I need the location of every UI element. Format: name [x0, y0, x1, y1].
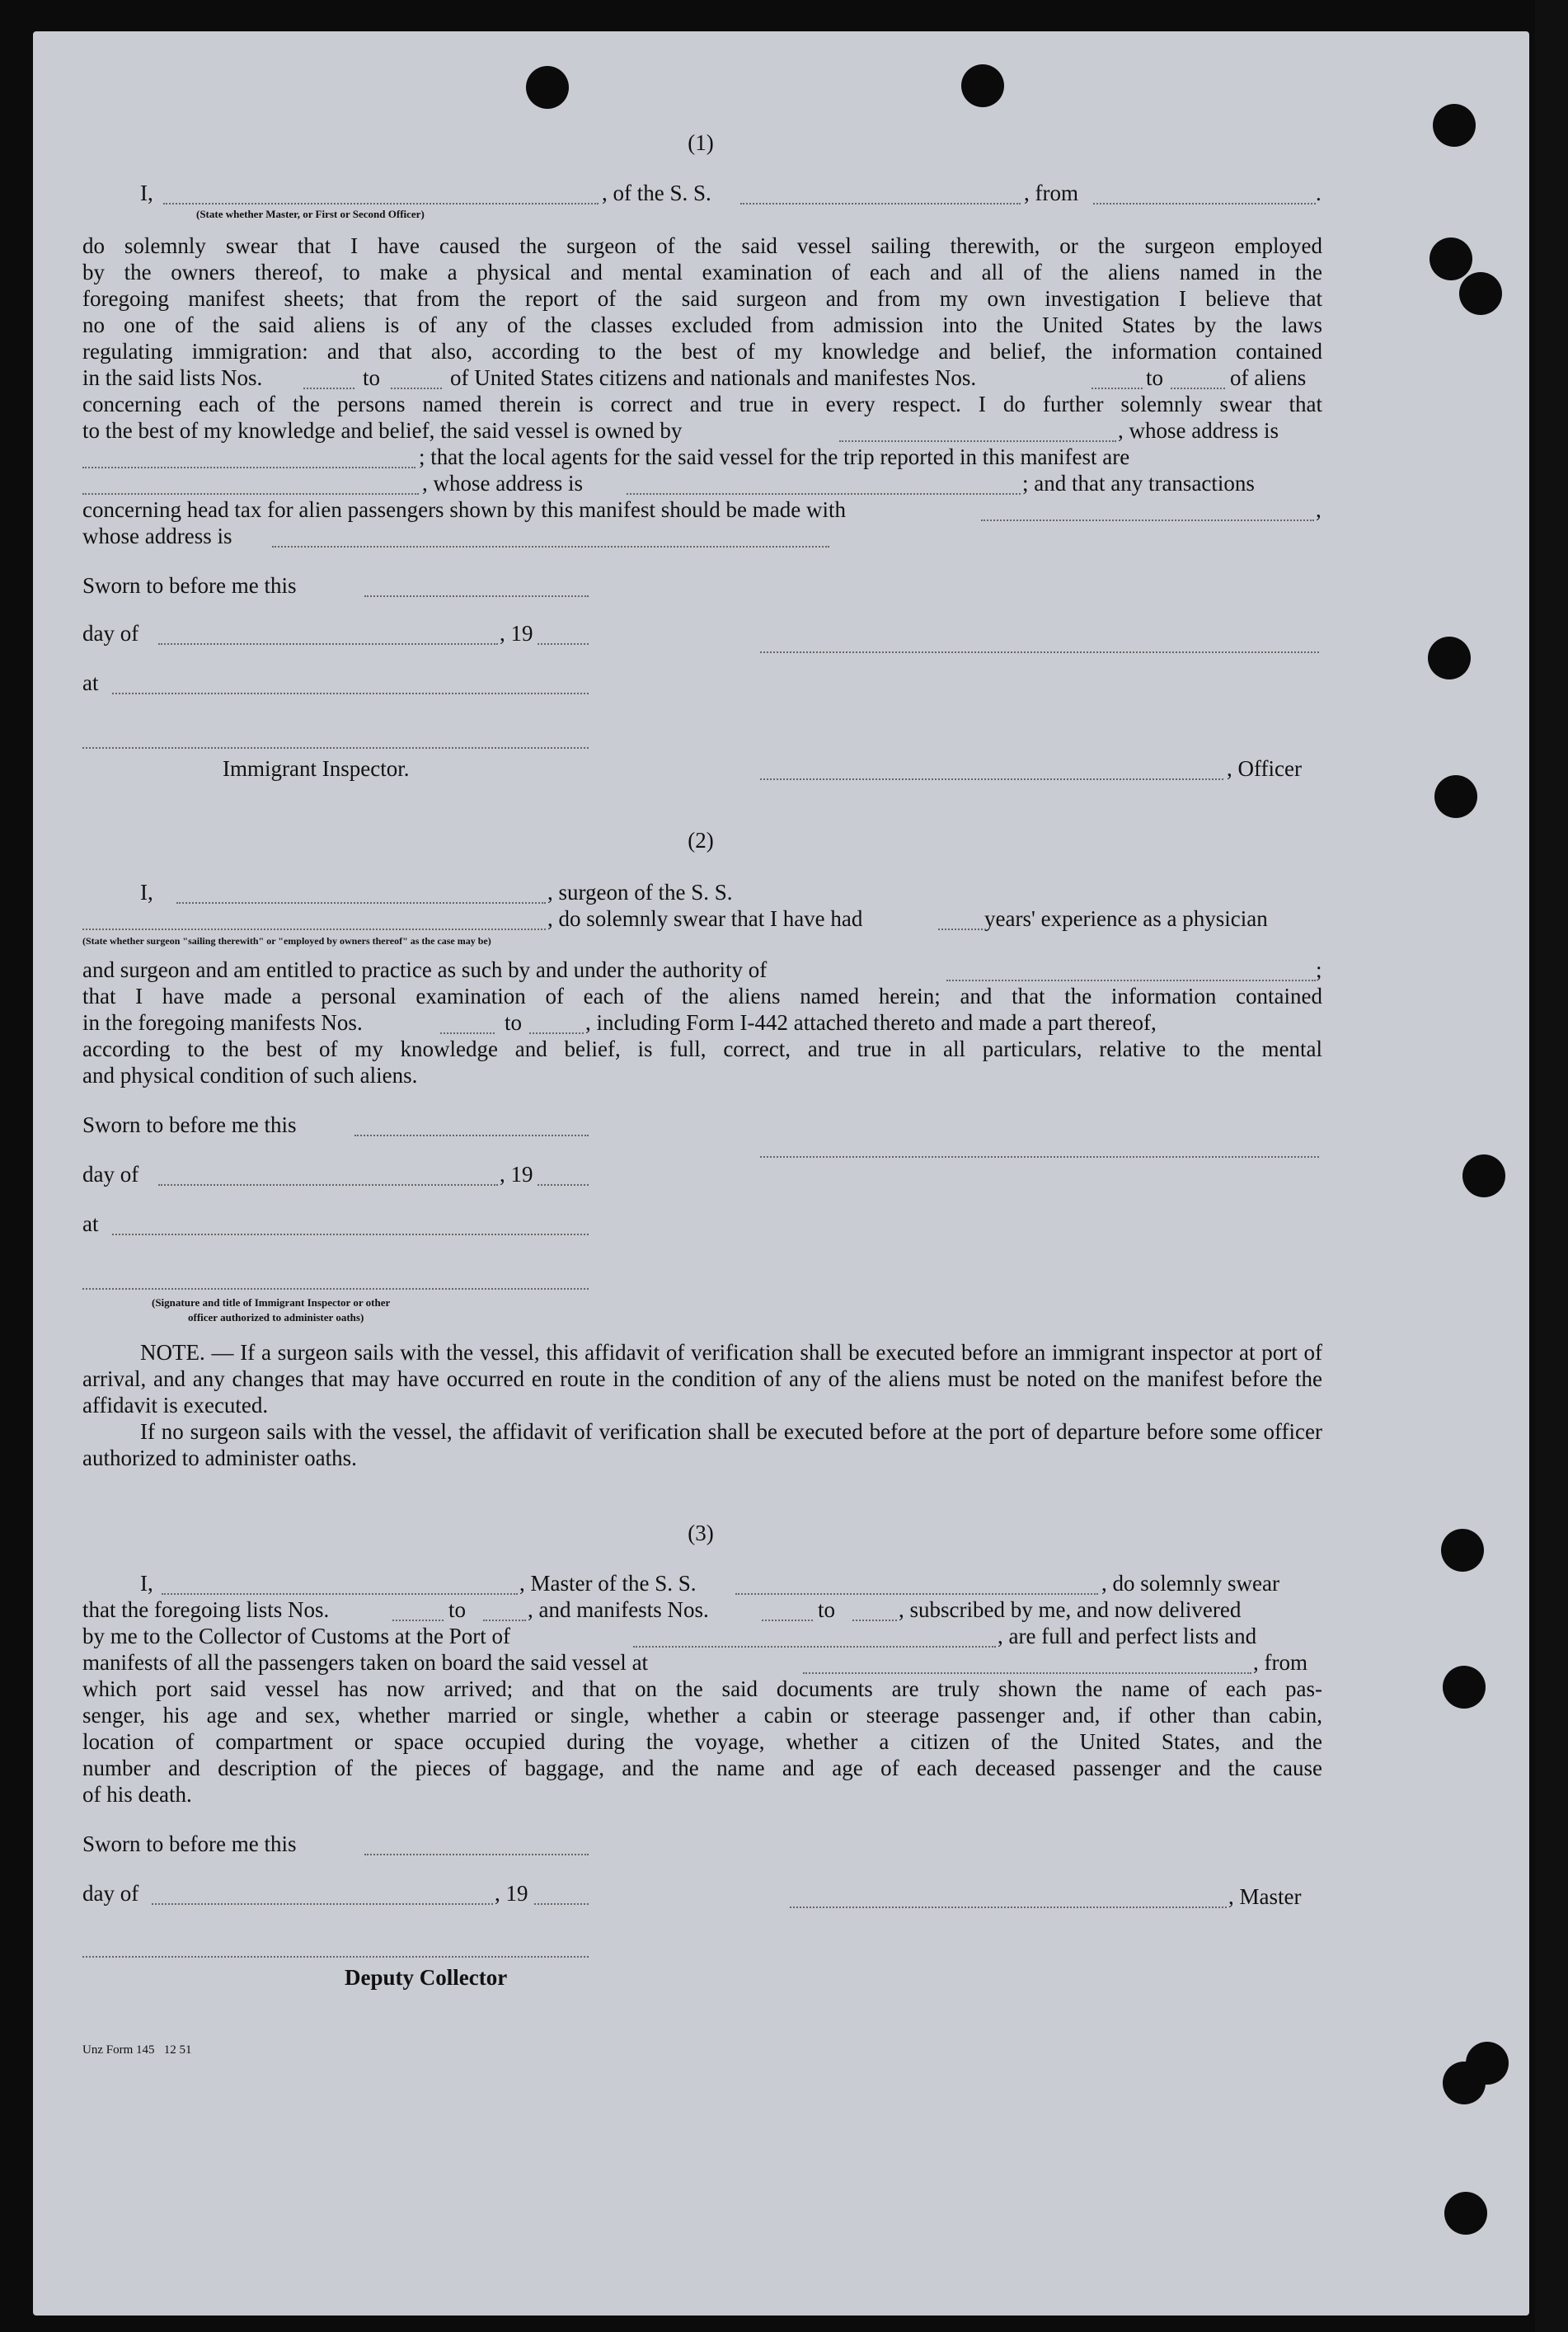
section-3-number: (3): [688, 1521, 714, 1545]
s1-manifests-from-field[interactable]: [1091, 388, 1143, 389]
s1-lists-to-field[interactable]: [391, 388, 442, 389]
s3-master-of-ss: , Master of the S. S.: [519, 1571, 697, 1596]
section-1-number: (1): [688, 130, 714, 155]
s1-transactions: ; and that any transactions: [1022, 471, 1255, 496]
s2-to: to: [505, 1010, 523, 1035]
s1-comma: ,: [1316, 497, 1322, 522]
s2-sig-note-1: (Signature and title of Immigrant Inspector or other: [152, 1296, 391, 1309]
s3-month-field[interactable]: [152, 1903, 493, 1905]
s3-lists-a: that the foregoing lists Nos.: [82, 1597, 330, 1622]
punch-hole: [1444, 2192, 1487, 2235]
s1-period: .: [1316, 181, 1322, 205]
s3-from: , from: [1253, 1650, 1307, 1675]
s2-i: I,: [140, 880, 153, 905]
punch-hole: [526, 66, 569, 109]
s1-line: foregoing manifest sheets; that from the report of the said surgeon and from my own investigation I believe that: [82, 286, 1322, 311]
s1-line: do solemnly swear that I have caused the surgeon of the said vessel sailing therewith, or the surgeon employed: [82, 233, 1322, 258]
s3-full-perfect: , are full and perfect lists and: [998, 1624, 1257, 1648]
s1-officer-note: (State whether Master, or First or Second Officer): [196, 208, 425, 220]
punch-hole: [1434, 775, 1477, 818]
s1-head-tax: concerning head tax for alien passengers shown by this manifest should be made with: [82, 497, 847, 522]
s2-note-2: If no surgeon sails with the vessel, the affidavit of verification shall be executed before at the port of departure before some officer authorized to administer oaths.: [82, 1419, 1322, 1470]
s1-nineteen: , 19: [500, 621, 533, 646]
s3-master-signature-line[interactable]: [790, 1907, 1227, 1908]
s2-line: according to the best of my knowledge and belief, is full, correct, and true in all particulars, relative to the mental: [82, 1037, 1322, 1061]
s2-day-of: day of: [82, 1162, 139, 1187]
s3-to: to: [448, 1597, 467, 1622]
s1-owner-address-field[interactable]: [82, 467, 415, 468]
s3-manifests: , and manifests Nos.: [528, 1597, 709, 1622]
s1-line: by the owners thereof, to make a physical and mental examination of each and all of the aliens named in the: [82, 260, 1322, 284]
s3-line: of his death.: [82, 1782, 192, 1807]
punch-hole: [1441, 1529, 1484, 1572]
s3-lists-from-field[interactable]: [392, 1620, 444, 1621]
s3-vessel-name-field[interactable]: [735, 1593, 1098, 1595]
s1-sworn-date-field[interactable]: [364, 595, 589, 597]
punch-hole: [1462, 1154, 1505, 1197]
s2-years-experience: years' experience as a physician: [984, 906, 1268, 931]
s2-sig-note-2: officer authorized to administer oaths): [188, 1311, 364, 1324]
s2-line: that I have made a personal examination of each of the aliens named herein; and that the information contained: [82, 984, 1322, 1008]
s2-swear-had: , do solemnly swear that I have had: [547, 906, 863, 931]
s1-inspector: Immigrant Inspector.: [223, 756, 410, 781]
s1-owner-field[interactable]: [839, 440, 1116, 442]
s3-i: I,: [140, 1571, 153, 1596]
s2-nineteen: , 19: [500, 1162, 533, 1187]
s2-line: and physical condition of such aliens.: [82, 1063, 418, 1088]
punch-hole: [1459, 272, 1502, 315]
s3-to-2: to: [818, 1597, 836, 1622]
s3-deputy-signature-line[interactable]: [82, 1956, 589, 1958]
s1-i: I,: [140, 181, 153, 205]
section-2-number: (2): [688, 828, 714, 853]
s2-sworn-date-field[interactable]: [354, 1135, 589, 1136]
scan-edge: [1535, 0, 1568, 2332]
s1-sworn: Sworn to before me this: [82, 573, 297, 598]
s3-year-field[interactable]: [534, 1903, 589, 1905]
s1-day-of: day of: [82, 621, 139, 646]
s3-master: , Master: [1228, 1884, 1302, 1909]
s1-year-field[interactable]: [538, 643, 589, 645]
s2-surgeon-note: (State whether surgeon "sailing therewith" or "employed by owners thereof" as the case may be): [82, 935, 491, 947]
s1-of-ss: , of the S. S.: [602, 181, 711, 205]
punch-hole: [1433, 104, 1476, 147]
s1-line: no one of the said aliens is of any of the classes excluded from admission into the United States by the laws: [82, 313, 1322, 337]
s1-local-agents: ; that the local agents for the said vessel for the trip reported in this manifest are: [419, 444, 1130, 469]
s1-manifests-to-field[interactable]: [1171, 388, 1225, 389]
s1-lists-b: of United States citizens and nationals and manifestes Nos.: [450, 365, 977, 390]
s1-whose-address-2: , whose address is: [422, 471, 583, 496]
s1-vessel-name-field[interactable]: [740, 203, 1021, 205]
s3-collector: by me to the Collector of Customs at the Port of: [82, 1624, 510, 1648]
s2-manifests-a: in the foregoing manifests Nos.: [82, 1010, 363, 1035]
s2-semicolon: ;: [1316, 957, 1322, 982]
s2-manifests-from-field[interactable]: [440, 1032, 495, 1034]
s3-line: which port said vessel has now arrived; and that on the said documents are truly shown the name of each pas-: [82, 1676, 1322, 1701]
s1-of-aliens: of aliens: [1230, 365, 1307, 390]
s3-deputy: Deputy Collector: [345, 1965, 508, 1990]
punch-hole: [961, 64, 1004, 107]
s3-lists-to-field[interactable]: [483, 1620, 526, 1621]
s3-nineteen: , 19: [495, 1881, 528, 1906]
s3-day-of: day of: [82, 1881, 139, 1906]
s1-agents-address-field[interactable]: [627, 493, 1021, 495]
s1-officer-title-line[interactable]: [760, 778, 1223, 780]
s3-line: senger, his age and sex, whether married or single, whether a cabin or steerage passenger and, if other than cabin,: [82, 1703, 1322, 1728]
s1-to: to: [363, 365, 381, 390]
s1-whose-address: , whose address is: [1118, 418, 1279, 443]
s1-month-field[interactable]: [158, 643, 498, 645]
s1-head-tax-address-field[interactable]: [272, 546, 829, 548]
s3-swear: , do solemnly swear: [1101, 1571, 1279, 1596]
s2-surgeon-name-field[interactable]: [176, 902, 546, 904]
s1-to-2: to: [1146, 365, 1164, 390]
s2-authority: and surgeon and am entitled to practice as such by and under the authority of: [82, 957, 768, 982]
s1-officer-name-field[interactable]: [163, 203, 599, 205]
s3-subscribed: , subscribed by me, and now delivered: [899, 1597, 1242, 1622]
s3-manifests-from-field[interactable]: [762, 1620, 813, 1621]
s2-vessel-name-field[interactable]: [82, 929, 546, 930]
s2-at: at: [82, 1211, 99, 1236]
s2-month-field[interactable]: [158, 1184, 498, 1186]
s2-sworn: Sworn to before me this: [82, 1112, 297, 1137]
s1-head-tax-field[interactable]: [981, 520, 1314, 521]
s3-port-field[interactable]: [633, 1646, 996, 1648]
form-number: Unz Form 145 12 51: [82, 2043, 192, 2057]
s1-at-field[interactable]: [112, 693, 589, 694]
s1-officer: , Officer: [1227, 756, 1302, 781]
s2-surgeon-of-ss: , surgeon of the S. S.: [547, 880, 733, 905]
s1-officer-signature-line[interactable]: [760, 651, 1319, 653]
s2-years-field[interactable]: [938, 929, 983, 930]
s2-at-field[interactable]: [112, 1234, 589, 1235]
s3-line: number and description of the pieces of baggage, and the name and age of each deceased passenger and the cause: [82, 1756, 1322, 1780]
s1-from-port-field[interactable]: [1093, 203, 1316, 205]
s3-master-name-field[interactable]: [162, 1593, 518, 1595]
punch-hole: [1430, 237, 1472, 280]
punch-hole: [1466, 2042, 1509, 2085]
s2-inspector-signature-line[interactable]: [82, 1288, 589, 1290]
s2-manifests-to-field[interactable]: [529, 1032, 584, 1034]
s1-owned-by: to the best of my knowledge and belief, the said vessel is owned by: [82, 418, 683, 443]
s1-line: concerning each of the persons named therein is correct and true in every respect. I do further solemnly swear that: [82, 392, 1322, 416]
s1-lists-a: in the said lists Nos.: [82, 365, 263, 390]
s1-line: regulating immigration: and that also, according to the best of my knowledge and belief, the information contained: [82, 339, 1322, 364]
s1-lists-from-field[interactable]: [303, 388, 354, 389]
s3-boarding-port-field[interactable]: [803, 1672, 1251, 1674]
s3-sworn: Sworn to before me this: [82, 1831, 297, 1856]
s1-agents-field[interactable]: [82, 493, 419, 495]
s3-sworn-date-field[interactable]: [364, 1854, 589, 1855]
s1-whose-address-last: whose address is: [82, 524, 232, 548]
s1-at: at: [82, 670, 99, 695]
s2-surgeon-signature-line[interactable]: [760, 1156, 1319, 1158]
punch-hole: [1443, 1666, 1486, 1709]
punch-hole: [1428, 637, 1471, 679]
s2-authority-field[interactable]: [946, 980, 1316, 981]
s3-manifests-all: manifests of all the passengers taken on board the said vessel at: [82, 1650, 649, 1675]
s2-year-field[interactable]: [538, 1184, 589, 1186]
s1-inspector-signature-line[interactable]: [82, 747, 589, 749]
s1-from: , from: [1024, 181, 1078, 205]
s2-manifests-b: , including Form I-442 attached thereto and made a part thereof,: [585, 1010, 1157, 1035]
s3-line: location of compartment or space occupied during the voyage, whether a citizen of the United States, and the: [82, 1729, 1322, 1754]
s2-note-1: NOTE. — If a surgeon sails with the vessel, this affidavit of verification shall be executed before an immigrant inspector at port of arrival, and any changes that may have occurred en route in the condition of any of the aliens must be noted on the manifest before the affidavit is executed.: [82, 1340, 1322, 1418]
s3-manifests-to-field[interactable]: [852, 1620, 897, 1621]
